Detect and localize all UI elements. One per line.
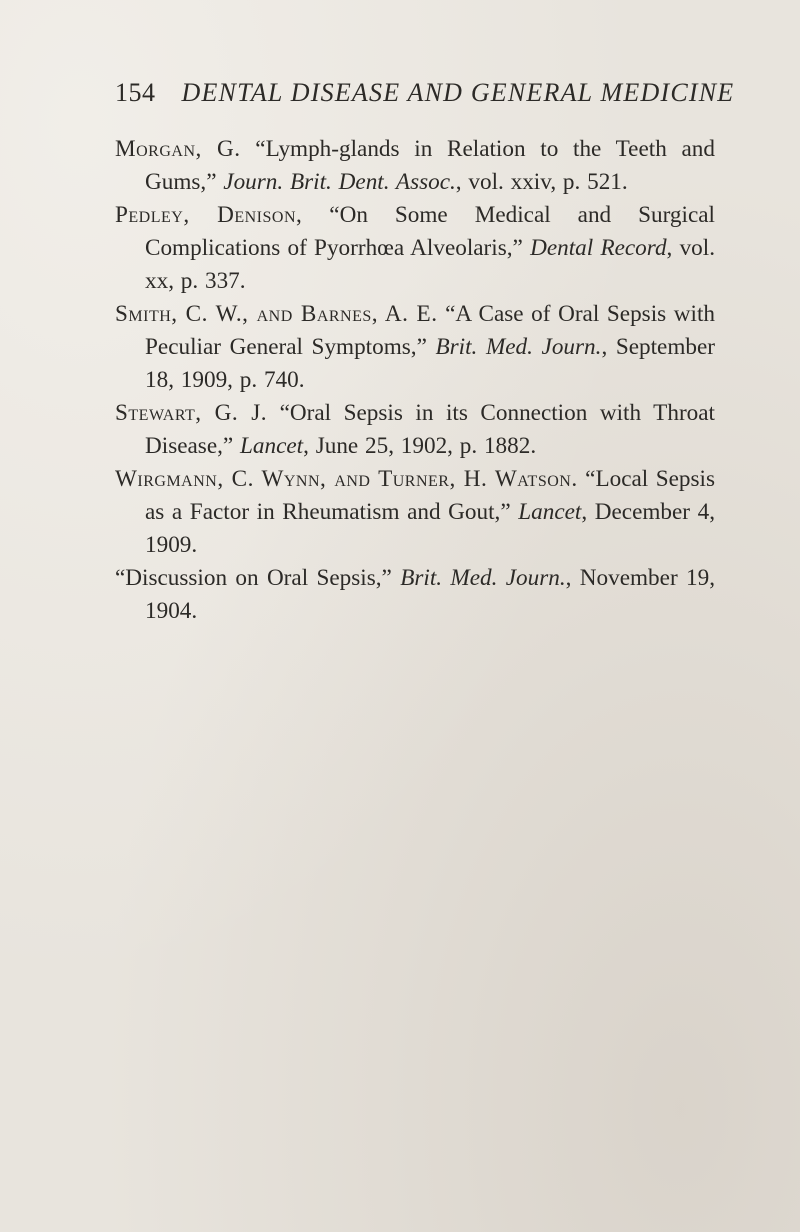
reference-details: , November 19, 1904. (145, 565, 715, 624)
reference-journal: Lancet (240, 433, 304, 459)
reference-journal: Lancet (518, 499, 582, 525)
reference-title: “A Case of Oral Sepsis with Peculiar General Symptoms,” (145, 301, 715, 360)
reference-entry (115, 199, 715, 298)
reference-journal: Dental Record (530, 235, 667, 261)
reference-title: “Local Sepsis as a Factor in Rheumatism and Gout,” (145, 466, 716, 525)
running-title: DENTAL DISEASE AND GENERAL MEDICINE (181, 78, 735, 107)
reference-author: Smith, C. W., and Barnes, A. E. (115, 301, 438, 327)
reference-details: , December 4, 1909. (145, 499, 716, 558)
reference-author: Morgan, G. (115, 136, 241, 162)
reference-title: “Discussion on Oral Sepsis,” (115, 565, 392, 591)
reference-entry (115, 562, 715, 628)
reference-author: Wirgmann, C. Wynn, and Turner, H. Watson. (115, 466, 578, 492)
reference-entry (115, 397, 715, 463)
reference-details: , vol. xxiv, p. 521. (455, 169, 628, 195)
running-head (115, 78, 735, 118)
reference-journal: Journ. Brit. Dent. Assoc. (223, 169, 456, 195)
reference-journal: Brit. Med. Journ. (400, 565, 566, 591)
reference-author: Pedley, Denison, (115, 202, 303, 228)
reference-entry (115, 298, 715, 397)
reference-entry (115, 133, 715, 199)
reference-entry (115, 463, 715, 562)
reference-details: , vol. xx, p. 337. (145, 235, 716, 294)
reference-journal: Brit. Med. Journ. (435, 334, 602, 360)
reference-title: “On Some Medical and Surgical Complications of Pyorrhœa Alveolaris,” (145, 202, 715, 261)
reference-author: Stewart, G. J. (115, 400, 268, 426)
reference-title: “Lymph-glands in Relation to the Teeth and Gums,” (145, 136, 715, 195)
reference-title: “Oral Sepsis in its Connection with Throat Disease,” (145, 400, 715, 459)
reference-list (115, 133, 715, 628)
reference-details: , September 18, 1909, p. 740. (145, 334, 715, 393)
page-number: 154 (115, 78, 156, 107)
reference-details: , June 25, 1902, p. 1882. (303, 433, 537, 459)
